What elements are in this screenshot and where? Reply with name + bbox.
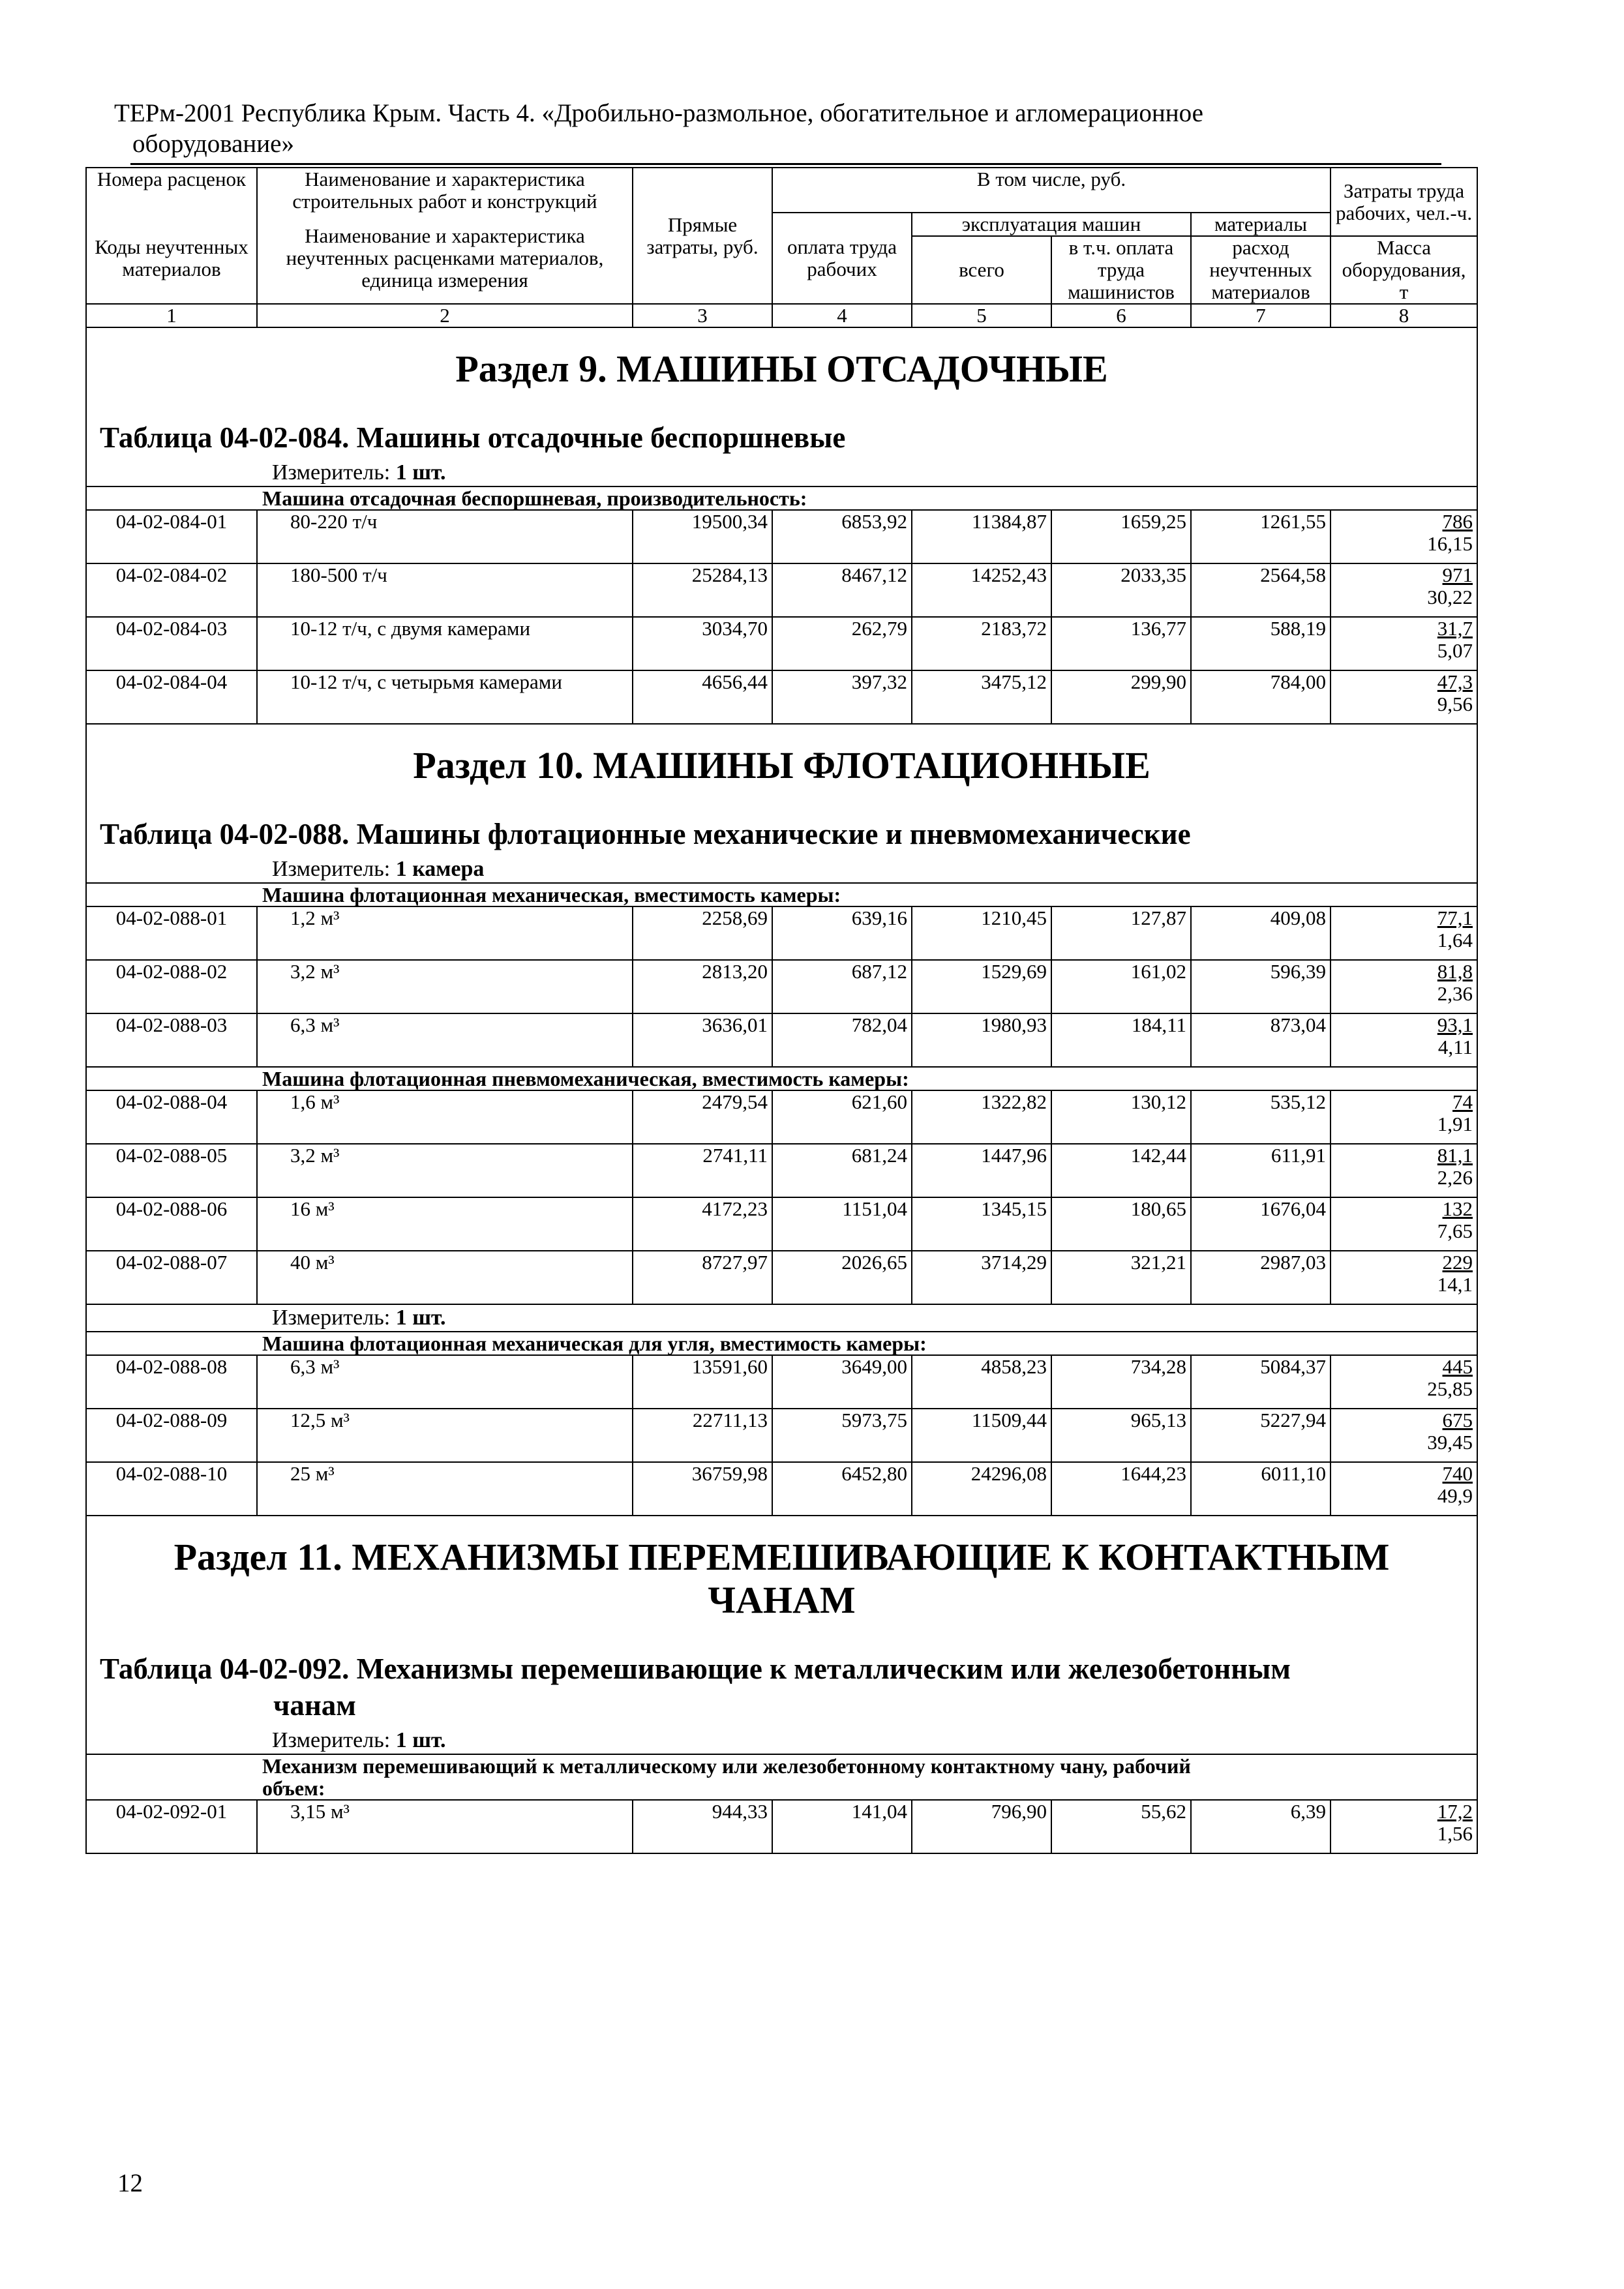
operator-cost: 161,02: [1051, 960, 1191, 1013]
table-row: [86, 1355, 1477, 1409]
equipment-mass: 7,65: [1437, 1219, 1473, 1242]
labor-cost: 2026,65: [772, 1251, 912, 1304]
item-name: 3,2 м³: [257, 960, 633, 1013]
labor-cost: 3649,00: [772, 1355, 912, 1409]
table-row: [86, 960, 1477, 1013]
labor-hours: 17,2: [1437, 1800, 1473, 1823]
group-title-line-2: объем:: [262, 1776, 325, 1800]
labor-hours-mass: [1331, 670, 1477, 724]
table-row: [86, 510, 1477, 563]
col-num-5: 5: [912, 304, 1051, 327]
rate-code: 04-02-088-04: [86, 1090, 257, 1144]
labor-hours: 93,1: [1437, 1013, 1473, 1036]
table-row: [86, 1090, 1477, 1144]
page-header: [114, 98, 1484, 159]
col-num-3: 3: [633, 304, 772, 327]
operator-cost: 734,28: [1051, 1355, 1191, 1409]
col4-header: оплата труда рабочих: [772, 213, 912, 304]
operator-cost: 127,87: [1051, 906, 1191, 960]
col-num-8: 8: [1331, 304, 1477, 327]
labor-hours: 81,8: [1437, 960, 1473, 983]
machine-cost: 1447,96: [912, 1144, 1051, 1197]
table-title-line-1: Таблица 04-02-092. Механизмы перемешивающие к металлическим или железобетонным: [100, 1653, 1291, 1685]
labor-hours: 74: [1452, 1090, 1473, 1113]
item-name: 12,5 м³: [257, 1409, 633, 1462]
rate-code: 04-02-088-07: [86, 1251, 257, 1304]
direct-cost: 3636,01: [633, 1013, 772, 1067]
rate-code: 04-02-088-10: [86, 1462, 257, 1516]
direct-cost: 2479,54: [633, 1090, 772, 1144]
equipment-mass: 2,26: [1437, 1166, 1473, 1189]
material-cost: 596,39: [1191, 960, 1331, 1013]
item-name: 180-500 т/ч: [257, 563, 633, 617]
section-10-block: [86, 724, 1477, 883]
direct-cost: 22711,13: [633, 1409, 772, 1462]
labor-hours: 740: [1442, 1462, 1473, 1485]
equipment-mass: 2,36: [1437, 982, 1473, 1005]
labor-cost: 5973,75: [772, 1409, 912, 1462]
col-num-6: 6: [1051, 304, 1191, 327]
labor-hours: 675: [1442, 1409, 1473, 1431]
labor-hours-mass: [1331, 1409, 1477, 1462]
material-cost: 6011,10: [1191, 1462, 1331, 1516]
table-row: [86, 1197, 1477, 1251]
item-name: 3,15 м³: [257, 1800, 633, 1853]
equipment-mass: 9,56: [1437, 693, 1473, 715]
operator-cost: 299,90: [1051, 670, 1191, 724]
material-cost: 1261,55: [1191, 510, 1331, 563]
section-title-line-1: Раздел 11. МЕХАНИЗМЫ ПЕРЕМЕШИВАЮЩИЕ К КОНТАКТНЫМ: [173, 1536, 1390, 1578]
labor-hours-mass: [1331, 510, 1477, 563]
material-cost: 611,91: [1191, 1144, 1331, 1197]
page-number: 12: [117, 2169, 143, 2197]
header-row-1: [86, 168, 1477, 213]
machines-header: эксплуатация машин: [912, 213, 1191, 236]
table-title: Таблица 04-02-088. Машины флотационные механические и пневмомеханические: [100, 818, 1191, 850]
labor-cost: 782,04: [772, 1013, 912, 1067]
measure-value: 1 шт.: [395, 460, 446, 485]
measure-line: [91, 856, 1473, 882]
labor-hours: 77,1: [1437, 906, 1473, 929]
machine-cost: 1322,82: [912, 1090, 1051, 1144]
operator-cost: 1644,23: [1051, 1462, 1191, 1516]
operator-cost: 184,11: [1051, 1013, 1191, 1067]
labor-cost: 262,79: [772, 617, 912, 670]
group-title: Машина флотационная механическая для угля, вместимость камеры:: [257, 1332, 1477, 1355]
direct-cost: 2258,69: [633, 906, 772, 960]
labor-cost: 639,16: [772, 906, 912, 960]
direct-cost: 2741,11: [633, 1144, 772, 1197]
measure-row: [86, 1304, 1477, 1332]
materials-header: материалы: [1191, 213, 1331, 236]
direct-cost: 36759,98: [633, 1462, 772, 1516]
group-title-line-1: Механизм перемешивающий к металлическому или железобетонному контактному чану, рабочий: [262, 1754, 1191, 1778]
machine-cost: 14252,43: [912, 563, 1051, 617]
item-name: 1,2 м³: [257, 906, 633, 960]
col2-header-top: Наименование и характеристика строительных работ и конструкций: [257, 168, 633, 213]
rate-code: 04-02-088-03: [86, 1013, 257, 1067]
direct-cost: 3034,70: [633, 617, 772, 670]
group-title: Машина флотационная механическая, вместимость камеры:: [257, 883, 1477, 906]
labor-hours: 31,7: [1437, 617, 1473, 640]
rate-code: 04-02-088-02: [86, 960, 257, 1013]
material-cost: 5227,94: [1191, 1409, 1331, 1462]
operator-cost: 321,21: [1051, 1251, 1191, 1304]
col5-header: всего: [912, 236, 1051, 304]
rate-code: 04-02-092-01: [86, 1800, 257, 1853]
machine-cost: 1345,15: [912, 1197, 1051, 1251]
rate-code: 04-02-084-03: [86, 617, 257, 670]
item-name: 40 м³: [257, 1251, 633, 1304]
rate-code: 04-02-088-09: [86, 1409, 257, 1462]
material-cost: 2564,58: [1191, 563, 1331, 617]
col2-header-bottom: Наименование и характеристика неучтенных расценками материалов, единица измерения: [257, 213, 633, 304]
operator-cost: 136,77: [1051, 617, 1191, 670]
item-name: 10-12 т/ч, с двумя камерами: [257, 617, 633, 670]
group-title: Машина отсадочная беспоршневая, производительность:: [257, 486, 1477, 510]
section-11-block: [86, 1516, 1477, 1754]
labor-hours-mass: [1331, 1090, 1477, 1144]
measure-value: 1 шт.: [395, 1728, 446, 1752]
direct-cost: 944,33: [633, 1800, 772, 1853]
labor-hours: 81,1: [1437, 1144, 1473, 1167]
col6-header: в т.ч. оплата труда машинистов: [1051, 236, 1191, 304]
measure-value: 1 камера: [395, 857, 485, 881]
table-row: [86, 1013, 1477, 1067]
rate-code: 04-02-088-05: [86, 1144, 257, 1197]
col7-header: расход неучтенных материалов: [1191, 236, 1331, 304]
labor-cost: 6452,80: [772, 1462, 912, 1516]
labor-cost: 141,04: [772, 1800, 912, 1853]
labor-cost: 621,60: [772, 1090, 912, 1144]
incl-header: В том числе, руб.: [772, 168, 1331, 213]
group-row: [86, 1067, 1477, 1090]
equipment-mass: 1,91: [1437, 1113, 1473, 1135]
col8-header-bottom: Масса оборудования, т: [1331, 236, 1477, 304]
group-row: [86, 883, 1477, 906]
operator-cost: 130,12: [1051, 1090, 1191, 1144]
machine-cost: 4858,23: [912, 1355, 1051, 1409]
equipment-mass: 39,45: [1427, 1431, 1473, 1454]
table-row: [86, 1144, 1477, 1197]
labor-hours-mass: [1331, 1144, 1477, 1197]
labor-hours: 47,3: [1437, 670, 1473, 693]
labor-hours-mass: [1331, 563, 1477, 617]
labor-hours-mass: [1331, 1013, 1477, 1067]
labor-cost: 8467,12: [772, 563, 912, 617]
table-row: [86, 617, 1477, 670]
direct-cost: 25284,13: [633, 563, 772, 617]
header-row-2: [86, 213, 1477, 236]
rate-code: 04-02-084-01: [86, 510, 257, 563]
machine-cost: 1210,45: [912, 906, 1051, 960]
header-rule: [130, 163, 1441, 165]
section-9-block: [86, 327, 1477, 486]
machine-cost: 1980,93: [912, 1013, 1051, 1067]
rate-code: 04-02-088-06: [86, 1197, 257, 1251]
labor-cost: 1151,04: [772, 1197, 912, 1251]
labor-hours-mass: [1331, 1251, 1477, 1304]
item-name: 6,3 м³: [257, 1013, 633, 1067]
machine-cost: 2183,72: [912, 617, 1051, 670]
equipment-mass: 49,9: [1437, 1484, 1473, 1507]
material-cost: 6,39: [1191, 1800, 1331, 1853]
machine-cost: 796,90: [912, 1800, 1051, 1853]
measure-label: Измеритель:: [272, 857, 391, 881]
item-name: 6,3 м³: [257, 1355, 633, 1409]
equipment-mass: 16,15: [1427, 532, 1473, 555]
document-body: [85, 167, 1477, 1854]
table-row: [86, 906, 1477, 960]
material-cost: 1676,04: [1191, 1197, 1331, 1251]
group-title: [257, 1754, 1477, 1800]
machine-cost: 24296,08: [912, 1462, 1051, 1516]
rate-code: 04-02-088-01: [86, 906, 257, 960]
operator-cost: 1659,25: [1051, 510, 1191, 563]
measure-label: Измеритель:: [272, 1306, 391, 1330]
equipment-mass: 25,85: [1427, 1377, 1473, 1400]
material-cost: 873,04: [1191, 1013, 1331, 1067]
rate-code: 04-02-084-04: [86, 670, 257, 724]
col-num-1: 1: [86, 304, 257, 327]
group-row: [86, 1332, 1477, 1355]
labor-hours-mass: [1331, 1197, 1477, 1251]
measure-line: [91, 1728, 1473, 1754]
item-name: 10-12 т/ч, с четырьмя камерами: [257, 670, 633, 724]
machine-cost: 3714,29: [912, 1251, 1051, 1304]
labor-hours: 971: [1442, 563, 1473, 586]
labor-hours: 786: [1442, 510, 1473, 533]
item-name: 25 м³: [257, 1462, 633, 1516]
measure-line: [91, 460, 1473, 486]
table-title-line-2: чанам: [273, 1689, 356, 1722]
header-line-2: оборудование»: [132, 130, 294, 158]
material-cost: 784,00: [1191, 670, 1331, 724]
rates-table: [85, 167, 1478, 1854]
measure-line: [91, 1305, 1473, 1331]
measure-label: Измеритель:: [272, 460, 391, 485]
table-row: [86, 563, 1477, 617]
machine-cost: 3475,12: [912, 670, 1051, 724]
rate-code: 04-02-084-02: [86, 563, 257, 617]
operator-cost: 55,62: [1051, 1800, 1191, 1853]
labor-hours: 229: [1442, 1251, 1473, 1274]
table-row: [86, 1462, 1477, 1516]
machine-cost: 1529,69: [912, 960, 1051, 1013]
col1-header-bottom: Коды неучтенных материалов: [86, 213, 257, 304]
material-cost: 409,08: [1191, 906, 1331, 960]
item-name: 3,2 м³: [257, 1144, 633, 1197]
operator-cost: 142,44: [1051, 1144, 1191, 1197]
table-row: [86, 1251, 1477, 1304]
table-title: Таблица 04-02-084. Машины отсадочные беспоршневые: [100, 421, 846, 454]
material-cost: 588,19: [1191, 617, 1331, 670]
rate-code: 04-02-088-08: [86, 1355, 257, 1409]
material-cost: 5084,37: [1191, 1355, 1331, 1409]
machine-cost: 11384,87: [912, 510, 1051, 563]
labor-hours-mass: [1331, 906, 1477, 960]
direct-cost: 4656,44: [633, 670, 772, 724]
measure-label: Измеритель:: [272, 1728, 391, 1752]
equipment-mass: 1,64: [1437, 929, 1473, 951]
labor-cost: 397,32: [772, 670, 912, 724]
direct-cost: 19500,34: [633, 510, 772, 563]
direct-cost: 4172,23: [633, 1197, 772, 1251]
table-row: [86, 1409, 1477, 1462]
operator-cost: 180,65: [1051, 1197, 1191, 1251]
equipment-mass: 30,22: [1427, 586, 1473, 608]
col-num-4: 4: [772, 304, 912, 327]
direct-cost: 2813,20: [633, 960, 772, 1013]
col3-header: Прямые затраты, руб.: [633, 168, 772, 304]
group-title: Машина флотационная пневмомеханическая, вместимость камеры:: [257, 1067, 1477, 1090]
header-line-1: ТЕРм-2001 Республика Крым. Часть 4. «Дробильно-размольное, обогатительное и агломерационное: [114, 99, 1203, 127]
item-name: 80-220 т/ч: [257, 510, 633, 563]
labor-hours-mass: [1331, 960, 1477, 1013]
labor-cost: 687,12: [772, 960, 912, 1013]
table-row: [86, 1800, 1477, 1853]
section-title: Раздел 10. МАШИНЫ ФЛОТАЦИОННЫЕ: [413, 744, 1150, 786]
table-row: [86, 670, 1477, 724]
labor-hours-mass: [1331, 617, 1477, 670]
measure-value: 1 шт.: [395, 1306, 446, 1330]
machine-cost: 11509,44: [912, 1409, 1051, 1462]
labor-hours-mass: [1331, 1355, 1477, 1409]
section-title: Раздел 9. МАШИНЫ ОТСАДОЧНЫЕ: [455, 348, 1108, 390]
labor-hours-mass: [1331, 1462, 1477, 1516]
material-cost: 535,12: [1191, 1090, 1331, 1144]
labor-cost: 681,24: [772, 1144, 912, 1197]
equipment-mass: 5,07: [1437, 639, 1473, 662]
col1-header-top: Номера расценок: [86, 168, 257, 213]
col8-header-top: Затраты труда рабочих, чел.-ч.: [1331, 168, 1477, 236]
labor-hours: 132: [1442, 1197, 1473, 1220]
group-row: [86, 486, 1477, 510]
direct-cost: 13591,60: [633, 1355, 772, 1409]
group-row: [86, 1754, 1477, 1800]
labor-cost: 6853,92: [772, 510, 912, 563]
column-numbers-row: [86, 304, 1477, 327]
col-num-2: 2: [257, 304, 633, 327]
labor-hours-mass: [1331, 1800, 1477, 1853]
item-name: 16 м³: [257, 1197, 633, 1251]
equipment-mass: 1,56: [1437, 1822, 1473, 1845]
equipment-mass: 4,11: [1437, 1036, 1473, 1058]
operator-cost: 2033,35: [1051, 563, 1191, 617]
col-num-7: 7: [1191, 304, 1331, 327]
material-cost: 2987,03: [1191, 1251, 1331, 1304]
item-name: 1,6 м³: [257, 1090, 633, 1144]
equipment-mass: 14,1: [1437, 1273, 1473, 1296]
direct-cost: 8727,97: [633, 1251, 772, 1304]
labor-hours: 445: [1442, 1355, 1473, 1378]
section-title-line-2: ЧАНАМ: [708, 1579, 856, 1621]
operator-cost: 965,13: [1051, 1409, 1191, 1462]
